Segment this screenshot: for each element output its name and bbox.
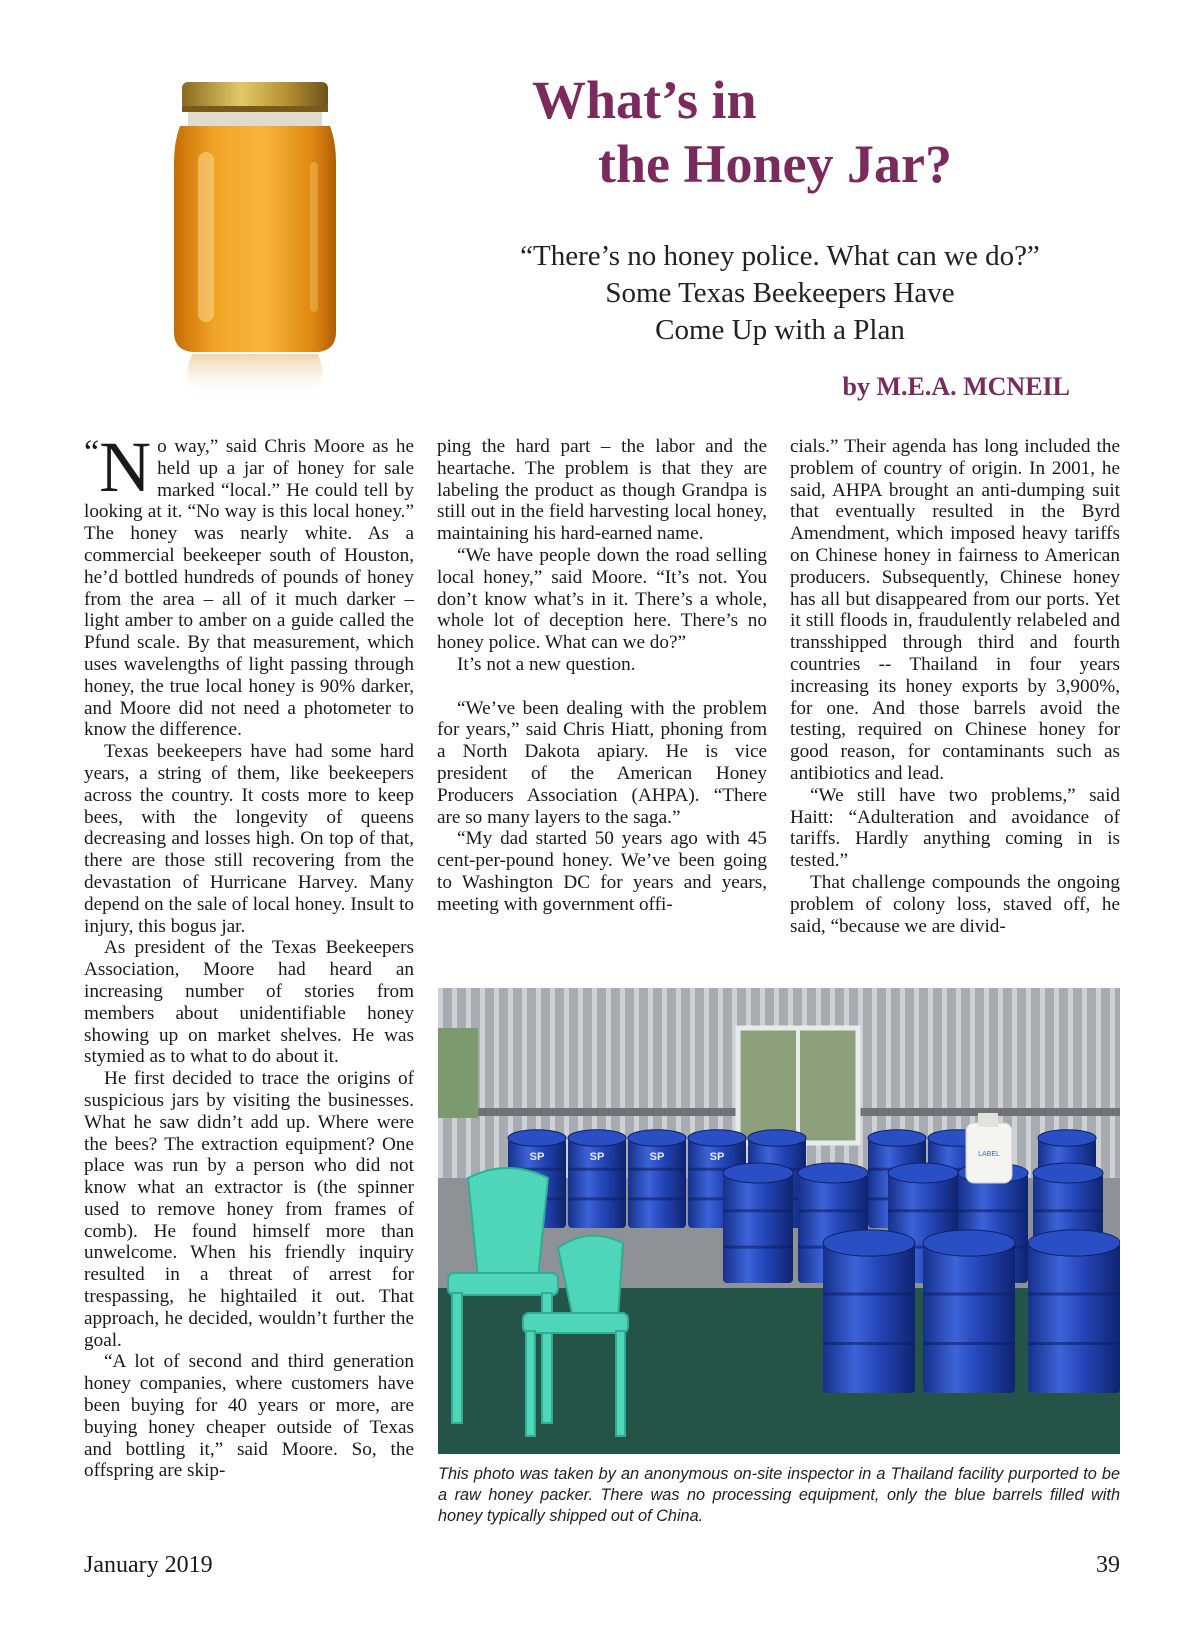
barrel-label: SP bbox=[649, 1151, 665, 1163]
warehouse-barrels-photo bbox=[438, 988, 1120, 1454]
byline: by M.E.A. MCNEIL bbox=[842, 372, 1070, 401]
article-column-3 bbox=[790, 436, 1120, 956]
barrel-ring bbox=[723, 1246, 793, 1249]
barrel-ring bbox=[568, 1168, 626, 1171]
barrel-ring bbox=[823, 1293, 915, 1296]
white-jug bbox=[966, 1113, 1012, 1183]
subtitle-line-1: “There’s no honey police. What can we do?” bbox=[520, 240, 1040, 272]
honey-jar-image bbox=[160, 82, 350, 402]
barrel-lid bbox=[1033, 1163, 1103, 1183]
blue-barrel bbox=[1028, 1243, 1120, 1393]
barrel-ring bbox=[923, 1293, 1015, 1296]
barrel-ring bbox=[798, 1209, 868, 1212]
article-title bbox=[470, 68, 1030, 196]
barrel-label: SP bbox=[589, 1151, 605, 1163]
paragraph: He first decided to trace the origins of suspicious jars by visiting the businesses. What he saw didn’t add up. Where were the bees? The extraction equipment? One place was run by a person who did not know what an extractor is (the spinner used to remove honey from frames of comb). He found himself more than unwelcome. When his friendly inquiry resulted in a threat of arrest for trespassing, he hightailed it out. That approach, he decided, wouldn’t further the goal. bbox=[84, 1068, 414, 1351]
issue-date: January 2019 bbox=[84, 1552, 213, 1578]
barrel-lid bbox=[1028, 1230, 1120, 1256]
barrel-lid bbox=[508, 1130, 566, 1147]
barrel-lid bbox=[888, 1163, 958, 1183]
article-column-1 bbox=[84, 427, 414, 1526]
blue-barrel bbox=[923, 1243, 1015, 1393]
barrel-ring bbox=[823, 1342, 915, 1345]
blue-barrel bbox=[723, 1173, 793, 1283]
paragraph: “We have people down the road selling local honey,” said Moore. “It’s not. You don’t know what’s in it. There’s a whole, whole lot of deception here. There’s no honey police. What can we do?” bbox=[437, 544, 767, 654]
blue-barrel bbox=[823, 1243, 915, 1393]
paragraph: Texas beekeepers have had some hard years, a string of them, like beekeepers across the country. It costs more to keep bees, with the longevity of queens decreasing and losses high. On top of that, there are those still recovering from the devastation of Hurricane Harvey. Many depend on the sale of local honey. Insult to injury, this bogus jar. bbox=[84, 741, 414, 937]
paragraph: cials.” Their agenda has long included the problem of country of origin. In 2001, he said, AHPA brought an anti-dumping suit that eventually resulted in the Byrd Amendment, which imposed heavy tariffs on Chinese honey in fairness to American producers. Subsequently, Chinese honey has all but disappeared from our ports. Yet it still floods in, fraudulently relabeled and transshipped through third and fourth countries -- Thailand in four years increasing its honey exports by 3,900%, for one. And those barrels avoid the testing, required on Chinese honey for good reason, for contaminants such as antibiotics and lead. bbox=[790, 436, 1120, 784]
barrel-ring bbox=[568, 1197, 626, 1200]
barrel-lid bbox=[923, 1230, 1015, 1256]
barrel-ring bbox=[628, 1168, 686, 1171]
barrel-lid bbox=[748, 1130, 806, 1147]
barrel-ring bbox=[958, 1209, 1028, 1212]
article-subtitle bbox=[470, 238, 1090, 349]
photo-caption: This photo was taken by an anonymous on-site inspector in a Thailand facility purported to be a raw honey packer. There was no processing equipment, only the blue barrels filled with honey typically shipped out of China. bbox=[438, 1465, 1120, 1525]
barrel-lid bbox=[688, 1130, 746, 1147]
subtitle-line-3: Come Up with a Plan bbox=[655, 314, 905, 346]
barrel-ring bbox=[923, 1342, 1015, 1345]
barrel-lid bbox=[568, 1130, 626, 1147]
barrel-label: SP bbox=[709, 1151, 725, 1163]
barrel-lid bbox=[798, 1163, 868, 1183]
barrel-lid bbox=[628, 1130, 686, 1147]
title-line-2: the Honey Jar? bbox=[598, 134, 952, 194]
paragraph: ping the hard part – the labor and the heartache. The problem is that they are labeling the product as though Grandpa is still out in the field harvesting local honey, maintaining his hard-earned name. bbox=[437, 436, 767, 545]
barrel-label: SP bbox=[529, 1151, 545, 1163]
page-number: 39 bbox=[1096, 1552, 1120, 1578]
article-column-2 bbox=[437, 436, 767, 956]
barrel-lid bbox=[1038, 1130, 1096, 1147]
paragraph: “N o way,” said Chris Moore as he held up a jar of honey for sale marked “local.” He could tell by looking at it. “No way is this local honey.” The honey was nearly white. As a commercial beekeeper south of Houston, he’d bottled hundreds of pounds of honey from the area – all of it much darker – light amber to amber on a guide called the Pfund scale. By that measurement, which uses wavelengths of light passing through honey, the true local honey is 90% darker, and Moore did not need a photometer to know the difference. bbox=[84, 427, 414, 741]
barrel-lid bbox=[723, 1163, 793, 1183]
drop-cap: “N bbox=[84, 427, 152, 507]
barrel-lid bbox=[868, 1130, 926, 1147]
subtitle-line-2: Some Texas Beekeepers Have bbox=[605, 277, 955, 309]
paragraph: “My dad started 50 years ago with 45 cent-per-pound honey. We’ve been going to Washington DC for years and years, meeting with government offi- bbox=[437, 828, 767, 915]
barrel-ring bbox=[888, 1209, 958, 1212]
paragraph: That challenge compounds the ongoing problem of colony loss, staved off, he said, “because we are divid- bbox=[790, 871, 1120, 937]
barrel-ring bbox=[628, 1197, 686, 1200]
svg-text:LABEL: LABEL bbox=[978, 1151, 1000, 1158]
paragraph: “We’ve been dealing with the problem for years,” said Chris Hiatt, phoning from a North Dakota apiary. He is vice president of the American Honey Producers Association (AHPA). “There are so many layers to the saga.” bbox=[437, 697, 767, 828]
paragraph: “A lot of second and third generation honey companies, where customers have been buying for 40 years or more, are buying honey cheaper outside of Texas and bottling it,” said Moore. So, the offspring are skip- bbox=[84, 1351, 414, 1482]
barrel-ring bbox=[723, 1209, 793, 1212]
barrel-lid bbox=[823, 1230, 915, 1256]
barrel-ring bbox=[1028, 1342, 1120, 1345]
barrel-ring bbox=[1028, 1293, 1120, 1296]
paragraph: It’s not a new question. bbox=[457, 653, 636, 675]
paragraph: “We still have two problems,” said Haitt: “Adulteration and avoidance of tariffs. Hardly anything coming in is tested.” bbox=[790, 784, 1120, 872]
paragraph: As president of the Texas Beekeepers Association, Moore had heard an increasing number of stories from members about unidentifiable honey showing up on market shelves. He was stymied as to what to do about it. bbox=[84, 937, 414, 1068]
barrel-ring bbox=[1033, 1209, 1103, 1212]
title-line-1: What’s in bbox=[532, 70, 757, 130]
